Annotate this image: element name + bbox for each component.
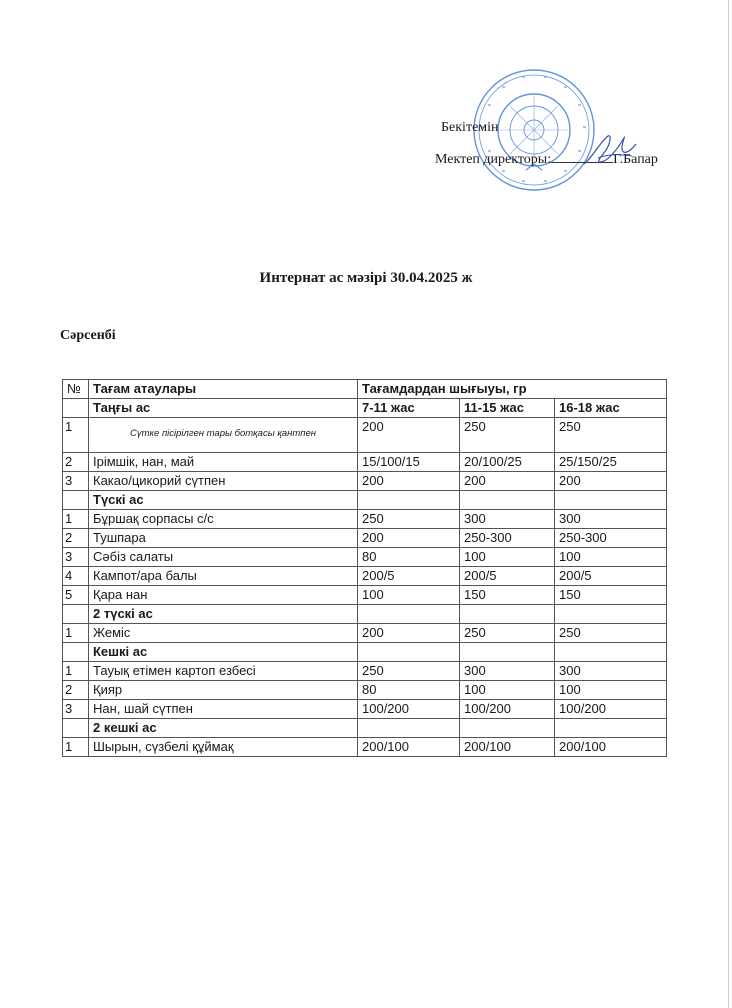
section-row <box>63 399 667 418</box>
dish-name: Тауық етімен картоп езбесі <box>89 662 358 681</box>
portion-value: 200/100 <box>358 738 460 757</box>
portion-value: 100 <box>555 681 667 700</box>
table-row <box>63 624 667 643</box>
dish-name: Тушпара <box>89 529 358 548</box>
section-row <box>63 605 667 624</box>
section-name: 2 түскі ас <box>89 605 358 624</box>
portion-value: 250 <box>460 624 555 643</box>
row-number: 1 <box>63 510 89 529</box>
table-row <box>63 586 667 605</box>
table-row <box>63 510 667 529</box>
table-row <box>63 548 667 567</box>
portion-value: 100 <box>358 586 460 605</box>
portion-value: 200 <box>358 472 460 491</box>
section-row <box>63 491 667 510</box>
table-row <box>63 529 667 548</box>
portion-value: 200 <box>358 418 460 453</box>
row-number: 3 <box>63 548 89 567</box>
table-row <box>63 700 667 719</box>
row-number: 1 <box>63 738 89 757</box>
row-number: 2 <box>63 453 89 472</box>
age-group-header: 11-15 жас <box>460 399 555 418</box>
portion-value: 100/200 <box>460 700 555 719</box>
section-name: Түскі ас <box>89 491 358 510</box>
table-row <box>63 738 667 757</box>
portion-value: 100/200 <box>358 700 460 719</box>
portion-value: 100 <box>555 548 667 567</box>
table-header-row <box>63 380 667 399</box>
director-label: Мектеп директоры: <box>435 152 552 167</box>
portion-value: 300 <box>555 510 667 529</box>
portion-value: 200/5 <box>555 567 667 586</box>
director-name: Г.Бапар <box>613 152 658 167</box>
row-number: 2 <box>63 529 89 548</box>
handwritten-signature <box>578 128 644 172</box>
portion-value: 80 <box>358 681 460 700</box>
dish-name: Сүтке пісірілген тары ботқасы қантпен <box>89 418 358 453</box>
table-row <box>63 472 667 491</box>
row-number: 3 <box>63 700 89 719</box>
table-row <box>63 662 667 681</box>
portion-value: 200/5 <box>460 567 555 586</box>
page-title: Интернат ас мәзірі 30.04.2025 ж <box>259 270 473 286</box>
portion-value: 250 <box>358 510 460 529</box>
portion-value: 200 <box>460 472 555 491</box>
portion-value: 100 <box>460 681 555 700</box>
age-group-header: 7-11 жас <box>358 399 460 418</box>
dish-name: Нан, шай сүтпен <box>89 700 358 719</box>
dish-name: Шырын, сүзбелі құймақ <box>89 738 358 757</box>
portion-value: 80 <box>358 548 460 567</box>
column-header-number: № <box>63 380 89 399</box>
row-number: 2 <box>63 681 89 700</box>
portion-value: 300 <box>460 662 555 681</box>
section-name: Кешкі ас <box>89 643 358 662</box>
column-header-dish-name: Тағам атаулары <box>89 380 358 399</box>
row-number: 1 <box>63 418 89 453</box>
portion-value: 150 <box>555 586 667 605</box>
dish-name: Қияр <box>89 681 358 700</box>
portion-value: 25/150/25 <box>555 453 667 472</box>
portion-value: 100 <box>460 548 555 567</box>
portion-value: 300 <box>555 662 667 681</box>
row-number: 5 <box>63 586 89 605</box>
menu-table <box>62 379 667 757</box>
row-number: 1 <box>63 662 89 681</box>
dish-name: Жеміс <box>89 624 358 643</box>
portion-value: 200 <box>358 624 460 643</box>
age-group-header: 16-18 жас <box>555 399 667 418</box>
portion-value: 300 <box>460 510 555 529</box>
portion-value: 200 <box>555 472 667 491</box>
section-name: 2 кешкі ас <box>89 719 358 738</box>
portion-value: 250 <box>358 662 460 681</box>
portion-value: 200/100 <box>555 738 667 757</box>
dish-name: Сәбіз салаты <box>89 548 358 567</box>
portion-value: 200/100 <box>460 738 555 757</box>
dish-name: Ірімшік, нан, май <box>89 453 358 472</box>
dish-name: Қара нан <box>89 586 358 605</box>
portion-value: 200 <box>358 529 460 548</box>
portion-value: 250 <box>555 418 667 453</box>
portion-value: 250 <box>460 418 555 453</box>
dish-name: Какао/цикорий сүтпен <box>89 472 358 491</box>
row-number: 1 <box>63 624 89 643</box>
dish-name: Бұршақ сорпасы с/с <box>89 510 358 529</box>
portion-value: 15/100/15 <box>358 453 460 472</box>
table-row <box>63 418 667 453</box>
portion-value: 100/200 <box>555 700 667 719</box>
table-row <box>63 681 667 700</box>
portion-value: 150 <box>460 586 555 605</box>
portion-value: 200/5 <box>358 567 460 586</box>
row-number: 3 <box>63 472 89 491</box>
dish-name: Кампот/ара балы <box>89 567 358 586</box>
portion-value: 250-300 <box>460 529 555 548</box>
portion-value: 20/100/25 <box>460 453 555 472</box>
table-row <box>63 453 667 472</box>
approval-label: Бекітемін <box>441 120 499 135</box>
row-number: 4 <box>63 567 89 586</box>
section-row <box>63 719 667 738</box>
section-row <box>63 643 667 662</box>
scan-edge-line <box>728 0 729 1008</box>
column-header-output: Тағамдардан шығыуы, гр <box>358 380 667 399</box>
portion-value: 250-300 <box>555 529 667 548</box>
table-row <box>63 567 667 586</box>
portion-value: 250 <box>555 624 667 643</box>
weekday-label: Сәрсенбі <box>60 328 116 343</box>
section-name: Таңғы ас <box>89 399 358 418</box>
